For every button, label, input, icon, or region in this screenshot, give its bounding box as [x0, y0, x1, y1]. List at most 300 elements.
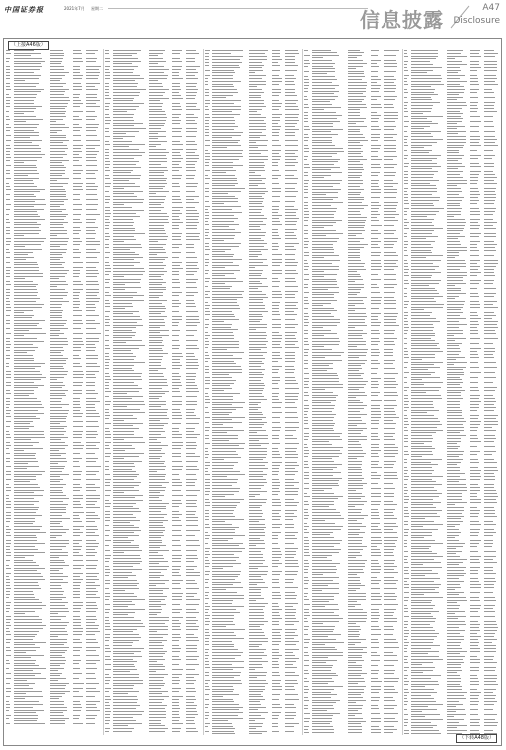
table-cell-text — [149, 244, 166, 245]
table-cell-text — [371, 167, 381, 168]
table-cell-text — [272, 209, 279, 210]
table-cell-text — [272, 120, 280, 121]
table-cell-text — [249, 75, 267, 76]
table-cell-text — [186, 167, 195, 168]
table-cell-text — [105, 196, 110, 197]
table-cell-text — [312, 469, 333, 470]
table-cell-text — [371, 655, 380, 656]
table-cell-text — [212, 50, 243, 51]
table-cell-text — [272, 153, 279, 154]
table-cell-text — [285, 582, 293, 583]
table-cell-text — [249, 278, 267, 279]
table-cell-text — [384, 344, 395, 345]
table-cell-text — [348, 247, 364, 248]
table-cell-text — [149, 170, 167, 171]
table-cell-text — [186, 500, 198, 501]
table-cell-text — [272, 632, 281, 633]
table-cell-text — [348, 414, 367, 415]
table-cell-text — [205, 686, 209, 687]
table-cell-text — [113, 155, 141, 156]
table-cell-text — [149, 702, 162, 703]
table-cell-text — [149, 98, 169, 99]
table-cell-text — [149, 648, 163, 649]
table-cell-text — [50, 696, 62, 697]
table-cell-text — [86, 371, 99, 372]
table-cell-text — [348, 249, 359, 250]
table-cell-text — [348, 189, 364, 190]
table-cell-text — [172, 262, 182, 263]
table-cell-text — [113, 537, 128, 538]
table-cell-text — [113, 612, 135, 613]
table-cell-text — [113, 289, 125, 290]
table-cell-text — [312, 263, 332, 264]
table-cell-text — [384, 233, 394, 234]
table-cell-text — [6, 333, 11, 334]
table-cell-text — [186, 199, 195, 200]
table-cell-text — [312, 590, 323, 591]
table-cell-text — [73, 532, 83, 533]
table-cell-text — [384, 456, 395, 457]
table-cell-text — [186, 485, 196, 486]
table-cell-text — [212, 683, 242, 684]
table-cell-text — [14, 413, 44, 414]
table-cell-text — [285, 165, 295, 166]
table-cell-text — [149, 425, 164, 426]
table-cell-text — [6, 573, 11, 574]
table-cell-text — [113, 425, 133, 426]
table-cell-text — [249, 432, 258, 433]
table-cell-text — [348, 57, 357, 58]
table-cell-text — [172, 330, 179, 331]
table-cell-text — [249, 185, 258, 186]
table-cell-text — [371, 472, 377, 473]
table-cell-text — [172, 356, 183, 357]
table-cell-text — [14, 715, 39, 716]
table-cell-text — [371, 300, 381, 301]
table-cell-text — [272, 638, 282, 639]
table-cell-text — [186, 482, 196, 483]
table-cell-text — [50, 387, 62, 388]
table-cell-text — [186, 233, 200, 234]
table-cell-text — [50, 124, 65, 125]
table-cell-text — [312, 526, 343, 527]
table-cell-text — [371, 604, 382, 605]
table-cell-text — [312, 330, 331, 331]
table-cell-text — [272, 262, 282, 263]
table-cell-text — [312, 222, 336, 223]
table-cell-text — [348, 678, 364, 679]
table-cell-text — [205, 582, 208, 583]
table-cell-text — [73, 209, 82, 210]
table-cell-text — [172, 228, 179, 229]
table-cell-text — [186, 445, 198, 446]
table-cell-text — [272, 224, 282, 225]
table-cell-text — [172, 178, 180, 179]
table-cell-text — [50, 352, 61, 353]
table-cell-text — [312, 335, 324, 336]
table-cell-text — [205, 150, 208, 151]
table-cell-text — [149, 330, 168, 331]
table-cell-text — [312, 705, 333, 706]
table-cell-text — [371, 439, 380, 440]
table-cell-text — [348, 153, 361, 154]
table-cell-text — [50, 450, 59, 451]
table-cell-text — [348, 129, 360, 130]
table-cell-text — [14, 214, 38, 215]
table-cell-text — [73, 50, 81, 51]
table-cell-text — [272, 612, 279, 613]
table-cell-text — [149, 186, 165, 187]
table-cell-text — [312, 444, 332, 445]
table-cell-text — [172, 316, 182, 317]
table-cell-text — [73, 723, 84, 724]
table-cell-text — [73, 552, 80, 553]
table-cell-text — [312, 461, 335, 462]
table-cell-text — [348, 732, 362, 733]
table-cell-text — [348, 526, 366, 527]
table-cell-text — [272, 232, 279, 233]
table-cell-text — [205, 694, 210, 695]
table-cell-text — [113, 561, 142, 562]
table-cell-text — [14, 568, 45, 569]
table-cell-text — [14, 191, 41, 192]
table-cell-text — [384, 211, 395, 212]
table-cell-text — [149, 590, 162, 591]
table-cell-text — [149, 216, 168, 217]
table-cell-text — [172, 626, 180, 627]
table-cell-text — [371, 420, 379, 421]
table-cell-text — [384, 408, 394, 409]
table-cell-text — [249, 709, 259, 710]
table-cell-text — [113, 276, 124, 277]
table-cell-text — [312, 131, 332, 132]
table-cell-text — [86, 267, 96, 268]
table-cell-text — [384, 549, 394, 550]
table-cell-text — [113, 111, 127, 112]
table-cell-text — [73, 490, 80, 491]
table-cell-text — [312, 156, 332, 157]
table-cell-text — [172, 92, 179, 93]
table-cell-text — [249, 635, 266, 636]
table-cell-text — [149, 517, 164, 518]
table-cell-text — [312, 289, 329, 290]
table-cell-text — [249, 193, 265, 194]
table-cell-text — [249, 694, 261, 695]
table-cell-text — [105, 325, 109, 326]
table-cell-text — [384, 566, 396, 567]
table-cell-text — [186, 262, 199, 263]
table-cell-text — [249, 209, 262, 210]
table-cell-text — [285, 689, 295, 690]
table-cell-text — [348, 439, 367, 440]
table-cell-text — [105, 161, 109, 162]
table-cell-text — [73, 696, 83, 697]
table-cell-text — [285, 366, 294, 367]
table-cell-text — [86, 385, 95, 386]
table-cell-text — [212, 142, 238, 143]
table-cell-text — [105, 702, 108, 703]
table-cell-text — [348, 266, 364, 267]
table-cell-text — [149, 572, 161, 573]
table-cell-text — [348, 384, 366, 385]
table-cell-text — [371, 322, 381, 323]
table-cell-text — [149, 279, 163, 280]
table-cell-text — [249, 297, 269, 298]
table-cell-text — [50, 379, 57, 380]
table-cell-text — [6, 673, 11, 674]
table-cell-text — [113, 138, 123, 139]
table-cell-text — [312, 292, 339, 293]
table-cell-text — [149, 287, 166, 288]
table-cell-text — [86, 347, 96, 348]
table-cell-text — [14, 518, 35, 519]
table-cell-text — [14, 382, 34, 383]
table-cell-text — [384, 96, 397, 97]
table-cell-text — [384, 689, 395, 690]
table-cell-text — [371, 467, 382, 468]
table-cell-text — [149, 241, 157, 242]
table-cell-text — [348, 411, 360, 412]
table-cell-text — [285, 723, 299, 724]
table-cell-text — [249, 147, 258, 148]
table-cell-text — [50, 320, 67, 321]
table-cell-text — [14, 605, 46, 606]
table-cell-text — [212, 440, 228, 441]
table-cell-text — [384, 464, 394, 465]
table-cell-text — [6, 707, 10, 708]
table-cell-text — [6, 543, 11, 544]
table-cell-text — [149, 55, 158, 56]
table-cell-text — [384, 202, 398, 203]
table-cell-text — [249, 363, 264, 364]
table-cell-text — [285, 396, 298, 397]
table-cell-text — [285, 156, 298, 157]
table-cell-text — [249, 510, 262, 511]
table-cell-text — [212, 232, 241, 233]
table-cell-text — [312, 732, 334, 733]
table-cell-text — [14, 426, 35, 427]
table-cell-text — [86, 222, 95, 223]
table-cell-text — [371, 392, 380, 393]
table-cell-text — [285, 579, 294, 580]
table-cell-text — [113, 75, 140, 76]
table-cell-text — [205, 308, 209, 309]
table-cell-text — [371, 387, 378, 388]
table-cell-text — [312, 327, 323, 328]
table-cell-text — [249, 283, 262, 284]
table-cell-text — [304, 76, 308, 77]
table-cell-text — [14, 665, 39, 666]
table-cell-text — [249, 632, 265, 633]
table-cell-text — [14, 484, 39, 485]
table-cell-text — [186, 437, 198, 438]
table-cell-text — [113, 439, 124, 440]
table-cell-text — [272, 652, 279, 653]
table-cell-text — [86, 178, 96, 179]
table-cell-text — [371, 572, 380, 573]
table-cell-text — [205, 270, 209, 271]
table-cell-text — [86, 338, 99, 339]
table-cell-text — [50, 273, 67, 274]
table-cell-text — [312, 515, 342, 516]
table-cell-text — [6, 585, 10, 586]
table-cell-text — [113, 626, 145, 627]
table-cell-text — [86, 642, 98, 643]
table-cell-text — [14, 75, 41, 76]
table-cell-text — [86, 366, 100, 367]
table-cell-text — [348, 172, 362, 173]
table-cell-text — [272, 629, 282, 630]
table-cell-text — [86, 490, 96, 491]
table-cell-text — [14, 86, 37, 87]
table-cell-text — [371, 700, 379, 701]
table-cell-text — [113, 337, 132, 338]
table-cell-text — [186, 599, 200, 600]
table-cell-text — [149, 393, 164, 394]
table-cell-text — [205, 407, 208, 408]
table-cell-text — [285, 712, 296, 713]
table-cell-text — [205, 238, 210, 239]
table-cell-text — [304, 436, 309, 437]
table-cell-text — [249, 521, 259, 522]
table-cell-text — [186, 520, 198, 521]
table-cell-text — [14, 680, 27, 681]
table-cell-text — [73, 75, 83, 76]
table-cell-text — [249, 465, 265, 466]
table-cell-text — [14, 100, 34, 101]
table-cell-text — [73, 591, 80, 592]
table-cell-text — [312, 683, 328, 684]
table-cell-text — [50, 507, 66, 508]
table-cell-text — [304, 316, 309, 317]
table-cell-text — [312, 642, 344, 643]
table-cell-text — [304, 303, 309, 304]
table-cell-text — [272, 324, 282, 325]
table-cell-text — [14, 132, 39, 133]
table-cell-text — [73, 238, 80, 239]
table-cell-text — [285, 132, 295, 133]
table-cell-text — [73, 398, 80, 399]
table-cell-text — [285, 457, 298, 458]
table-cell-text — [212, 644, 234, 645]
table-cell-text — [272, 438, 279, 439]
table-cell-text — [312, 322, 340, 323]
table-cell-text — [6, 471, 11, 472]
table-cell-text — [86, 350, 95, 351]
table-cell-text — [285, 412, 297, 413]
table-cell-text — [172, 705, 179, 706]
table-cell-text — [371, 456, 379, 457]
table-cell-text — [205, 206, 210, 207]
table-cell-text — [105, 485, 110, 486]
table-cell-text — [285, 75, 294, 76]
table-cell-text — [186, 680, 196, 681]
table-cell-text — [384, 569, 394, 570]
table-cell-text — [113, 164, 136, 165]
table-cell-text — [411, 67, 441, 68]
table-cell-text — [14, 196, 37, 197]
table-cell-text — [348, 577, 360, 578]
table-cell-text — [205, 314, 210, 315]
table-cell-text — [371, 60, 381, 61]
table-cell-text — [312, 76, 336, 77]
table-cell-text — [285, 65, 298, 66]
table-cell-text — [212, 404, 231, 405]
table-cell-text — [304, 300, 308, 301]
table-cell-text — [86, 209, 97, 210]
table-cell-text — [113, 306, 133, 307]
table-cell-text — [113, 219, 133, 220]
table-cell-text — [272, 699, 279, 700]
table-cell-text — [348, 705, 363, 706]
table-cell-text — [285, 554, 296, 555]
table-cell-text — [113, 368, 132, 369]
table-cell-text — [371, 238, 378, 239]
table-cell-text — [86, 421, 98, 422]
table-cell-text — [312, 644, 325, 645]
table-cell-text — [384, 501, 393, 502]
header-rule — [108, 8, 368, 9]
table-cell-text — [312, 447, 343, 448]
table-cell-text — [348, 402, 363, 403]
table-cell-text — [205, 59, 209, 60]
table-cell-text — [50, 295, 67, 296]
table-cell-text — [212, 540, 228, 541]
table-cell-text — [6, 116, 9, 117]
table-cell-text — [348, 115, 360, 116]
table-cell-text — [86, 619, 97, 620]
table-cell-text — [6, 281, 10, 282]
table-cell-text — [186, 714, 199, 715]
table-cell-text — [6, 625, 11, 626]
table-cell-text — [172, 69, 181, 70]
table-cell-text — [113, 445, 132, 446]
table-cell-text — [113, 98, 134, 99]
table-cell-text — [348, 208, 364, 209]
table-cell-text — [205, 491, 210, 492]
table-cell-text — [348, 464, 362, 465]
table-cell-text — [212, 615, 233, 616]
table-cell-text — [50, 442, 65, 443]
table-cell-text — [50, 281, 66, 282]
table-cell-text — [304, 292, 309, 293]
table-cell-text — [272, 443, 280, 444]
table-cell-text — [304, 159, 307, 160]
table-cell-text — [50, 130, 62, 131]
table-cell-text — [249, 516, 262, 517]
table-cell-text — [205, 70, 210, 71]
table-cell-text — [470, 50, 479, 51]
table-cell-text — [384, 563, 393, 564]
table-cell-text — [348, 169, 364, 170]
table-cell-text — [113, 423, 143, 424]
table-cell-text — [86, 238, 94, 239]
table-cell-text — [14, 631, 39, 632]
table-cell-text — [186, 428, 195, 429]
table-cell-text — [172, 404, 182, 405]
table-cell-text — [312, 593, 339, 594]
table-cell-text — [73, 512, 84, 513]
table-cell-text — [212, 59, 239, 60]
table-cell-text — [384, 621, 397, 622]
table-cell-text — [384, 447, 397, 448]
table-cell-text — [86, 233, 96, 234]
table-cell-text — [484, 70, 497, 71]
table-cell-text — [371, 159, 382, 160]
table-cell-text — [14, 142, 33, 143]
table-cell-text — [249, 609, 263, 610]
table-cell-text — [205, 471, 208, 472]
